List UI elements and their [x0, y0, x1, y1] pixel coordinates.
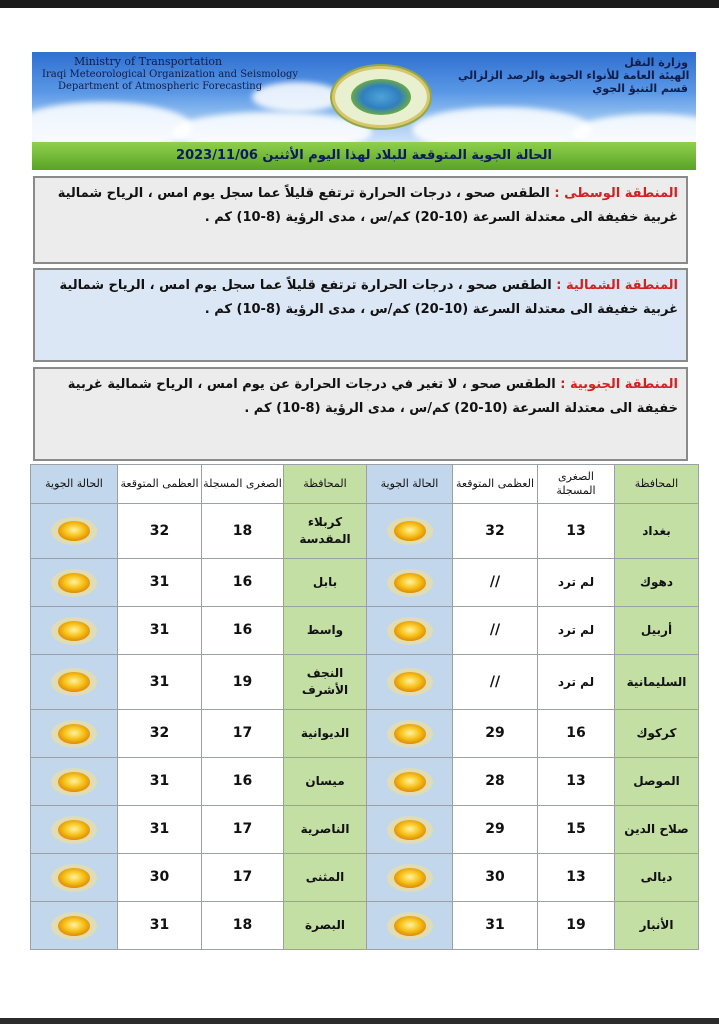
forecast-title: الحالة الجوية المتوقعة للبلاد لهذا اليوم الأثنين 2023/11/06: [176, 148, 552, 163]
table-row: [31, 806, 699, 854]
governorate-cell: كركوك: [615, 710, 699, 758]
max-temp-cell: 32: [453, 504, 538, 559]
max-temp-cell: 32: [118, 710, 202, 758]
weather-state-cell: [31, 559, 118, 607]
sun-icon: [385, 718, 435, 750]
header-min-recorded: الصغرى المسجلة: [538, 465, 615, 504]
min-temp-cell: 18: [202, 902, 284, 950]
governorate-cell: الموصل: [615, 758, 699, 806]
min-temp-cell: 16: [202, 559, 284, 607]
sun-icon: [385, 666, 435, 698]
governorate-cell: بغداد: [615, 504, 699, 559]
forecast-title-bar: [32, 142, 696, 170]
table-row: [31, 504, 699, 559]
weather-state-cell: [31, 902, 118, 950]
region-name: المنطقة الشمالية :: [556, 278, 678, 293]
weather-state-cell: [367, 758, 453, 806]
ar-line: وزارة النقل: [624, 56, 688, 69]
max-temp-cell: 31: [453, 902, 538, 950]
header-max-expected: العظمى المتوقعة: [118, 465, 202, 504]
sun-icon: [49, 718, 99, 750]
region-text: الطقس صحو ، درجات الحرارة ترتفع قليلاً عما سجل يوم امس ، الرياح شمالية غربية خفيفة الى معتدلة السرعة (10-20) كم/س ، مدى الرؤية (8-10) كم .: [59, 278, 678, 317]
logo-emblem: [351, 79, 411, 115]
min-temp-cell: 13: [538, 504, 615, 559]
min-temp-cell: 17: [202, 806, 284, 854]
table-row: [31, 559, 699, 607]
header-governorate: المحافظة: [284, 465, 367, 504]
max-temp-cell: 31: [118, 806, 202, 854]
weather-state-cell: [31, 504, 118, 559]
header-banner: [32, 52, 696, 142]
region-text: الطقس صحو ، لا تغير في درجات الحرارة عن يوم امس ، الرياح شمالية غربية خفيفة الى معتدلة السرعة (10-20) كم/س ، مدى الرؤية (8-10) كم .: [67, 377, 678, 416]
table-row: [31, 710, 699, 758]
max-temp-cell: 29: [453, 806, 538, 854]
sun-icon: [49, 862, 99, 894]
weather-state-cell: [367, 559, 453, 607]
en-line: Department of Atmospheric Forecasting: [58, 81, 263, 92]
ar-line: الهيئة العامة للأنواء الجوية والرصد الزلزالي: [458, 69, 690, 82]
region-north-box: [33, 268, 688, 362]
sun-icon: [385, 615, 435, 647]
sun-icon: [385, 766, 435, 798]
header-weather-state: الحالة الجوية: [31, 465, 118, 504]
governorate-cell: واسط: [284, 607, 367, 655]
weather-state-cell: [367, 806, 453, 854]
cloud: [412, 107, 592, 142]
governorate-cell: بابل: [284, 559, 367, 607]
ministry-english-heading: [42, 55, 299, 94]
sun-icon: [49, 766, 99, 798]
governorate-cell: دهوك: [615, 559, 699, 607]
governorates-table: [30, 464, 699, 950]
max-temp-cell: 31: [118, 559, 202, 607]
cloud: [32, 102, 192, 142]
table-row: [31, 607, 699, 655]
organization-logo: [332, 66, 430, 128]
table-body: [31, 504, 699, 950]
region-name: المنطقة الجنوبية :: [560, 377, 678, 392]
weather-state-cell: [367, 655, 453, 710]
governorate-cell: السليمانية: [615, 655, 699, 710]
weather-state-cell: [367, 902, 453, 950]
region-name: المنطقة الوسطى :: [554, 186, 678, 201]
sun-icon: [49, 515, 99, 547]
sun-icon: [385, 567, 435, 599]
top-border: [0, 0, 719, 8]
governorate-cell: النجف الأشرف: [284, 655, 367, 710]
weather-state-cell: [31, 854, 118, 902]
min-temp-cell: لم ترد: [538, 655, 615, 710]
min-temp-cell: 13: [538, 758, 615, 806]
max-temp-cell: 29: [453, 710, 538, 758]
max-temp-cell: 31: [118, 902, 202, 950]
governorate-cell: ميسان: [284, 758, 367, 806]
weather-state-cell: [367, 710, 453, 758]
governorate-cell: الناصرية: [284, 806, 367, 854]
en-line: Iraqi Meteorological Organization and Seismology: [42, 68, 299, 80]
weather-state-cell: [31, 710, 118, 758]
max-temp-cell: //: [453, 655, 538, 710]
max-temp-cell: 30: [453, 854, 538, 902]
weather-state-cell: [31, 607, 118, 655]
max-temp-cell: 30: [118, 854, 202, 902]
min-temp-cell: 16: [538, 710, 615, 758]
cloud: [572, 114, 696, 142]
max-temp-cell: 32: [118, 504, 202, 559]
region-south-box: [33, 367, 688, 461]
governorate-cell: الأنبار: [615, 902, 699, 950]
sun-icon: [49, 910, 99, 942]
table-header-row: [31, 465, 699, 504]
ar-line: قسم التنبؤ الجوي: [592, 82, 688, 95]
governorate-cell: المثنى: [284, 854, 367, 902]
sun-icon: [385, 814, 435, 846]
governorate-cell: صلاح الدين: [615, 806, 699, 854]
min-temp-cell: 19: [538, 902, 615, 950]
sun-icon: [49, 814, 99, 846]
min-temp-cell: 18: [202, 504, 284, 559]
max-temp-cell: 31: [118, 607, 202, 655]
bottom-border: [0, 1018, 719, 1024]
sun-icon: [49, 615, 99, 647]
region-central-box: [33, 176, 688, 264]
governorate-cell: البصرة: [284, 902, 367, 950]
min-temp-cell: 16: [202, 758, 284, 806]
governorate-cell: أربيل: [615, 607, 699, 655]
weather-state-cell: [31, 806, 118, 854]
header-min-recorded: الصغرى المسجلة: [202, 465, 284, 504]
table-row: [31, 758, 699, 806]
governorate-cell: ديالى: [615, 854, 699, 902]
weather-state-cell: [367, 854, 453, 902]
max-temp-cell: 31: [118, 758, 202, 806]
header-weather-state: الحالة الجوية: [367, 465, 453, 504]
governorate-cell: كربلاء المقدسة: [284, 504, 367, 559]
ministry-arabic-heading: [458, 56, 688, 95]
sun-icon: [385, 862, 435, 894]
min-temp-cell: لم ترد: [538, 559, 615, 607]
min-temp-cell: 17: [202, 710, 284, 758]
sun-icon: [49, 666, 99, 698]
table-row: [31, 655, 699, 710]
en-line: Ministry of Transportation: [74, 55, 223, 68]
weather-state-cell: [31, 758, 118, 806]
table-row: [31, 902, 699, 950]
table-row: [31, 854, 699, 902]
weather-state-cell: [31, 655, 118, 710]
header-max-expected: العظمى المتوقعة: [453, 465, 538, 504]
sun-icon: [385, 515, 435, 547]
sun-icon: [49, 567, 99, 599]
min-temp-cell: 19: [202, 655, 284, 710]
max-temp-cell: 31: [118, 655, 202, 710]
max-temp-cell: //: [453, 607, 538, 655]
min-temp-cell: لم ترد: [538, 607, 615, 655]
region-text: الطقس صحو ، درجات الحرارة ترتفع قليلاً عما سجل يوم امس ، الرياح شمالية غربية خفيفة الى معتدلة السرعة (10-20) كم/س ، مدى الرؤية (8-10) كم .: [57, 186, 678, 225]
weather-state-cell: [367, 607, 453, 655]
min-temp-cell: 17: [202, 854, 284, 902]
max-temp-cell: //: [453, 559, 538, 607]
header-governorate: المحافظة: [615, 465, 699, 504]
min-temp-cell: 16: [202, 607, 284, 655]
max-temp-cell: 28: [453, 758, 538, 806]
governorate-cell: الديوانية: [284, 710, 367, 758]
weather-state-cell: [367, 504, 453, 559]
min-temp-cell: 13: [538, 854, 615, 902]
sun-icon: [385, 910, 435, 942]
min-temp-cell: 15: [538, 806, 615, 854]
